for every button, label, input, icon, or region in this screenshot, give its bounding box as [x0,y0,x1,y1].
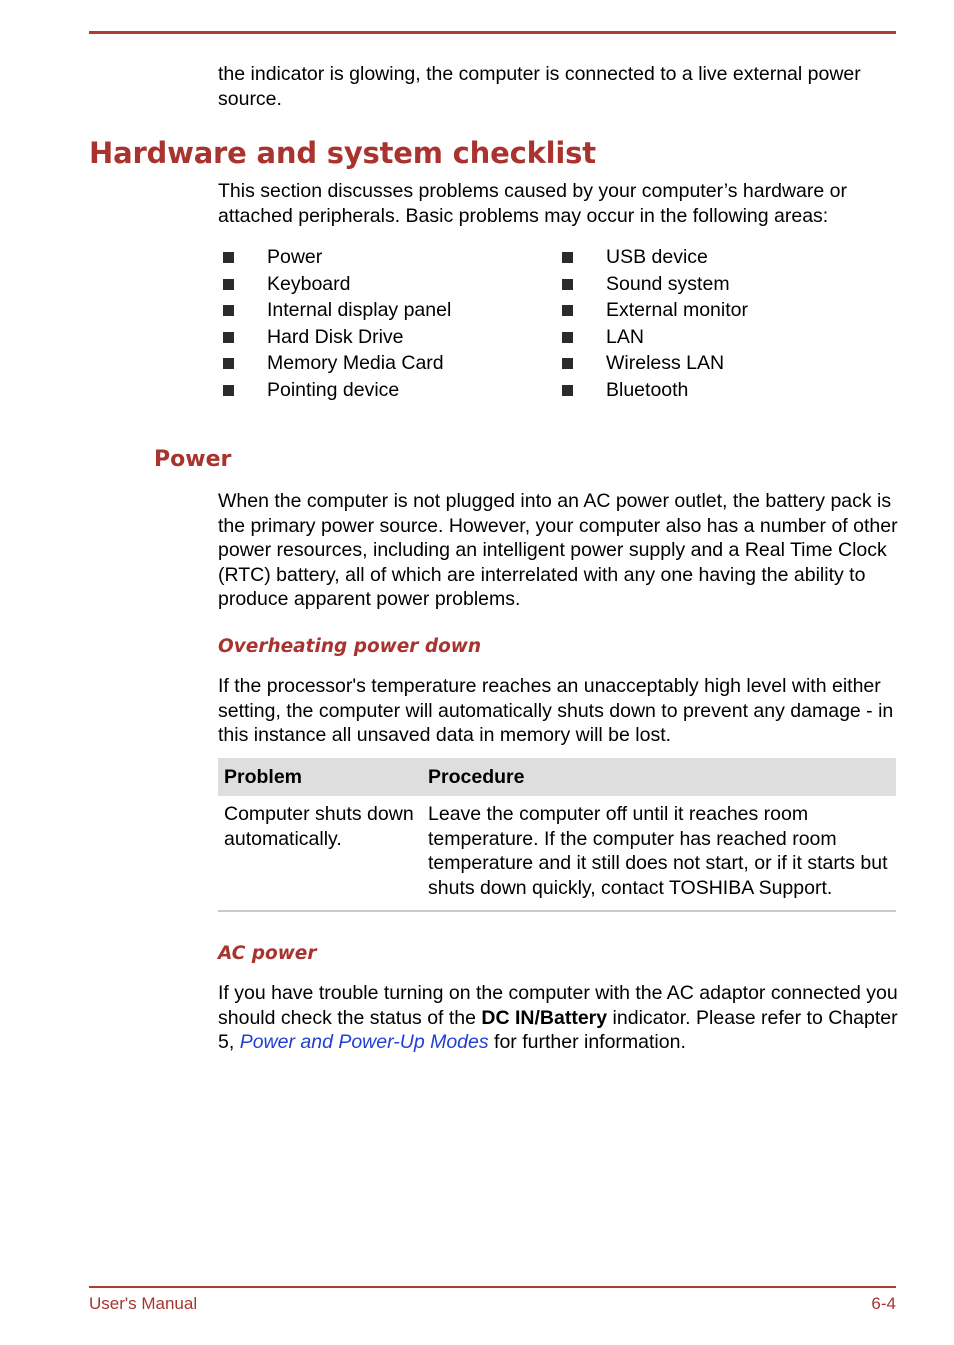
bullet-square-icon [223,279,234,290]
list-item: Pointing device [218,377,538,404]
list-item: Wireless LAN [557,350,877,377]
bullet-square-icon [223,358,234,369]
bullet-square-icon [223,252,234,263]
bullet-square-icon [562,385,573,396]
column-header-procedure: Procedure [422,758,896,796]
list-item: Keyboard [218,271,538,298]
dc-in-battery-label: DC IN/Battery [481,1006,608,1029]
table-header-row [218,758,896,796]
power-heading: Power [154,447,232,472]
areas-list-left [218,244,538,404]
problem-procedure-table [218,758,896,912]
ac-power-heading: AC power [218,943,317,964]
column-header-problem: Problem [218,758,422,796]
list-item: Power [218,244,538,271]
power-modes-link[interactable]: Power and Power-Up Modes [239,1031,489,1053]
ac-power-paragraph: If you have trouble turning on the computer with the AC adaptor connected you should check the status of the DC IN/Battery indicator. Please refer to Chapter 5, Power and Power-Up Modes for further information. [218,982,898,1053]
problem-cell: Computer shuts down automatically. [224,803,414,850]
bullet-square-icon [562,279,573,290]
intro-continuation-paragraph: the indicator is glowing, the computer is connected to a live external power source. [218,63,861,110]
bullet-square-icon [223,385,234,396]
areas-list-right [557,244,877,404]
footer-page-number: 6-4 [871,1294,896,1313]
bullet-square-icon [223,305,234,316]
procedure-cell: Leave the computer off until it reaches room temperature. If the computer has reached room temperature and it still does not start, or if it starts but shuts down quickly, contact TOSHIBA Support. [428,803,888,899]
list-item: Sound system [557,271,877,298]
overheating-heading: Overheating power down [218,636,482,657]
footer-rule [89,1286,896,1288]
overheating-paragraph: If the processor's temperature reaches an unacceptably high level with either setting, the computer will automatically shuts down to prevent any damage - in this instance all unsaved data in memory will be lost. [218,675,894,746]
bullet-square-icon [562,358,573,369]
list-item: USB device [557,244,877,271]
list-item: Bluetooth [557,377,877,404]
footer-manual-title: User's Manual [89,1294,198,1313]
list-item: Internal display panel [218,297,538,324]
header-rule [89,31,896,34]
bullet-square-icon [562,252,573,263]
list-item: Hard Disk Drive [218,324,538,351]
bullet-square-icon [562,332,573,343]
section-intro-paragraph: This section discusses problems caused by your computer’s hardware or attached peripherals. Basic problems may occur in the following areas: [218,180,847,227]
table-row [218,796,896,911]
list-item: External monitor [557,297,877,324]
section-title: Hardware and system checklist [89,136,596,170]
list-item: Memory Media Card [218,350,538,377]
list-item: LAN [557,324,877,351]
bullet-square-icon [223,332,234,343]
power-paragraph: When the computer is not plugged into an AC power outlet, the battery pack is the primary power source. However, your computer also has a number of other power resources, including an intelligent power supply and a Real Time Clock (RTC) battery, all of which are interrelated with any one having the ability to produce apparent power problems. [218,490,898,610]
bullet-square-icon [562,305,573,316]
